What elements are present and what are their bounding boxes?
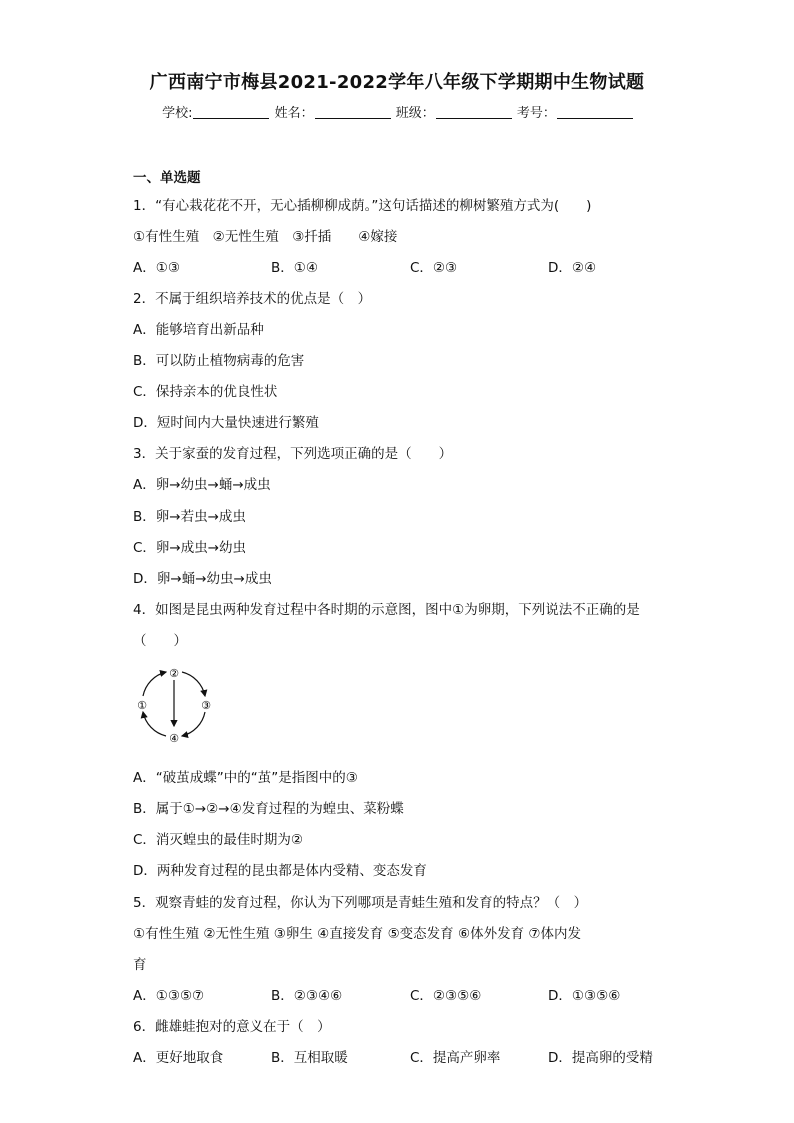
class-blank [436,106,512,119]
q1-stem: 1．“有心栽花花不开，无心插柳柳成荫。”这句话描述的柳树繁殖方式为( ) [133,198,592,214]
stage-4-label: ④ [169,732,179,745]
q5-option-c: C．②③⑤⑥ [410,988,482,1004]
q5-option-a: A．①③⑤⑦ [133,988,205,1004]
stage-2-label: ② [169,667,179,680]
q3-option-c: C．卵→成虫→幼虫 [133,540,247,556]
stage-1-label: ① [137,699,147,712]
arc-3-to-4 [182,712,205,736]
q3-option-d: D．卵→蛹→幼虫→成虫 [133,571,272,587]
q4-option-b: B．属于①→②→④发育过程的为蝗虫、菜粉蝶 [133,801,404,817]
exam-number-blank [557,106,633,119]
school-label: 学校: [162,106,193,121]
q5-items: ①有性生殖 ②无性生殖 ③卵生 ④直接发育 ⑤变态发育 ⑥体外发育 ⑦体内发 [133,926,581,942]
q3-option-a: A．卵→幼虫→蛹→成虫 [133,477,271,493]
q5-option-d: D．①③⑤⑥ [548,988,621,1004]
q4-option-d: D．两种发育过程的昆虫都是体内受精、变态发育 [133,863,427,879]
q1-option-c: C．②③ [410,260,458,276]
q4-stem: 4．如图是昆虫两种发育过程中各时期的示意图，图中①为卵期，下列说法不正确的是 [133,602,640,618]
school-blank [193,106,269,119]
name-label: 姓名： [274,106,314,121]
section-heading: 一、单选题 [133,170,201,186]
q4-option-c: C．消灭蝗虫的最佳时期为② [133,832,304,848]
q2-option-a: A．能够培育出新品种 [133,322,264,338]
q6-option-b: B．互相取暖 [271,1050,348,1066]
class-label: 班级： [395,106,435,121]
q5-stem: 5．观察青蛙的发育过程，你认为下列哪项是青蛙生殖和发育的特点？（ ） [133,895,588,911]
q6-option-c: C．提高产卵率 [410,1050,501,1066]
q1-items: ①有性生殖 ②无性生殖 ③扦插 ④嫁接 [133,229,398,245]
q2-option-b: B．可以防止植物病毒的危害 [133,353,305,369]
q2-option-d: D．短时间内大量快速进行繁殖 [133,415,319,431]
q6-stem: 6．雌雄蛙抱对的意义在于（ ） [133,1019,331,1035]
q1-option-d: D．②④ [548,260,597,276]
arc-1-to-2 [143,672,166,696]
arc-4-to-1 [143,712,166,736]
q5-option-b: B．②③④⑥ [271,988,343,1004]
name-blank [315,106,391,119]
q3-option-b: B．卵→若虫→成虫 [133,509,246,525]
stage-3-label: ③ [201,699,211,712]
q1-option-b: B．①④ [271,260,318,276]
q4-stem-continued: （ ） [133,633,187,649]
q4-option-a: A．“破茧成蝶”中的“茧”是指图中的③ [133,770,358,786]
insect-development-cycle-diagram [130,662,220,748]
q2-option-c: C．保持亲本的优良性状 [133,384,278,400]
q2-stem: 2．不属于组织培养技术的优点是（ ） [133,291,372,307]
q1-option-a: A．①③ [133,260,180,276]
exam-number-label: 考号： [516,106,556,121]
arc-2-to-3 [182,672,205,696]
q6-option-d: D．提高卵的受精 [548,1050,653,1066]
student-info-line [0,102,794,121]
q5-items-continued: 育 [133,957,147,973]
q6-option-a: A．更好地取食 [133,1050,224,1066]
page-title: 广西南宁市梅县2021-2022学年八年级下学期期中生物试题 [149,72,645,93]
q3-stem: 3．关于家蚕的发育过程，下列选项正确的是（ ） [133,446,453,462]
